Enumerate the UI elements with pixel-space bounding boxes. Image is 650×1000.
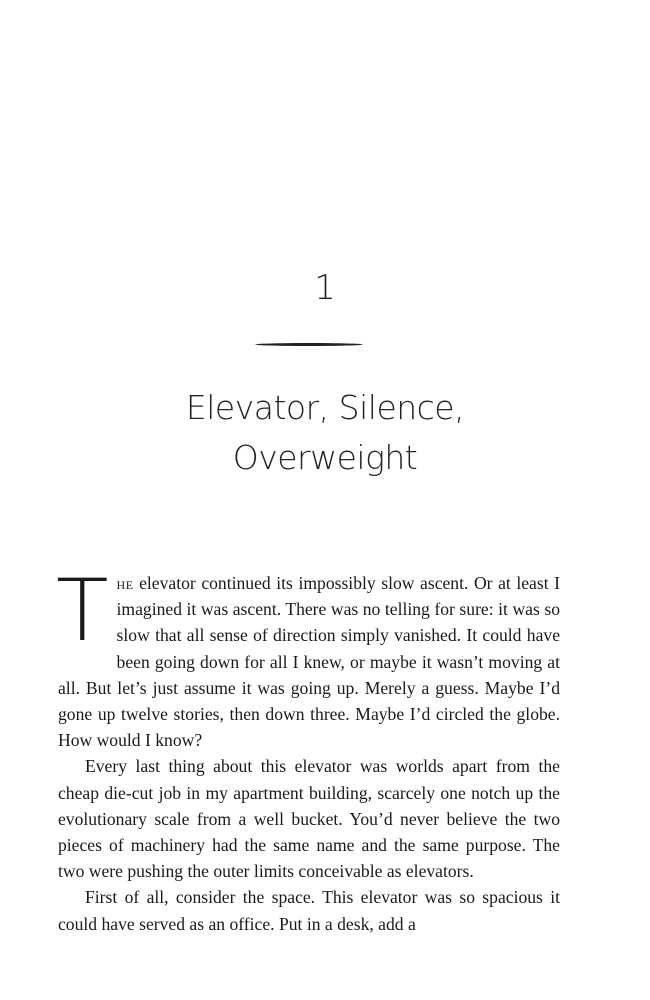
paragraph-1-text: elevator continued its impossibly slow ascent. Or at least I imagined it was ascent. There was no telling for sure: it was so slow that all sense of direction simply vanished. It could have been going down for all I knew, or maybe it wasn’t moving at all. But let’s just assume it was going up. Merely a guess. Maybe I’d gone up twelve stories, then down three. Maybe I’d circled the globe. How would I know? [58, 573, 560, 751]
paragraph-1-small-caps: he [116, 573, 134, 593]
chapter-number: 1 [314, 268, 336, 308]
paragraph-2: Every last thing about this elevator was worlds apart from the cheap die-cut job in my apartment building, scarcely one notch up the evolutionary scale from a well bucket. You’d never believe the two pieces of machinery had the same name and the same purpose. The two were pushing the outer limits conceivable as elevators. [58, 756, 560, 882]
paragraph-3: First of all, consider the space. This elevator was so spacious it could have served as an office. Put in a desk, add a [58, 887, 560, 934]
chapter-title-line-2: Overweight [232, 438, 418, 477]
chapter-body-text [56, 561, 560, 937]
chapter-title [0, 383, 650, 483]
chapter-divider-rule [255, 343, 363, 346]
paragraph-1 [56, 561, 560, 753]
chapter-title-line-1: Elevator, Silence, [185, 388, 465, 427]
drop-cap-letter: T [56, 561, 109, 661]
